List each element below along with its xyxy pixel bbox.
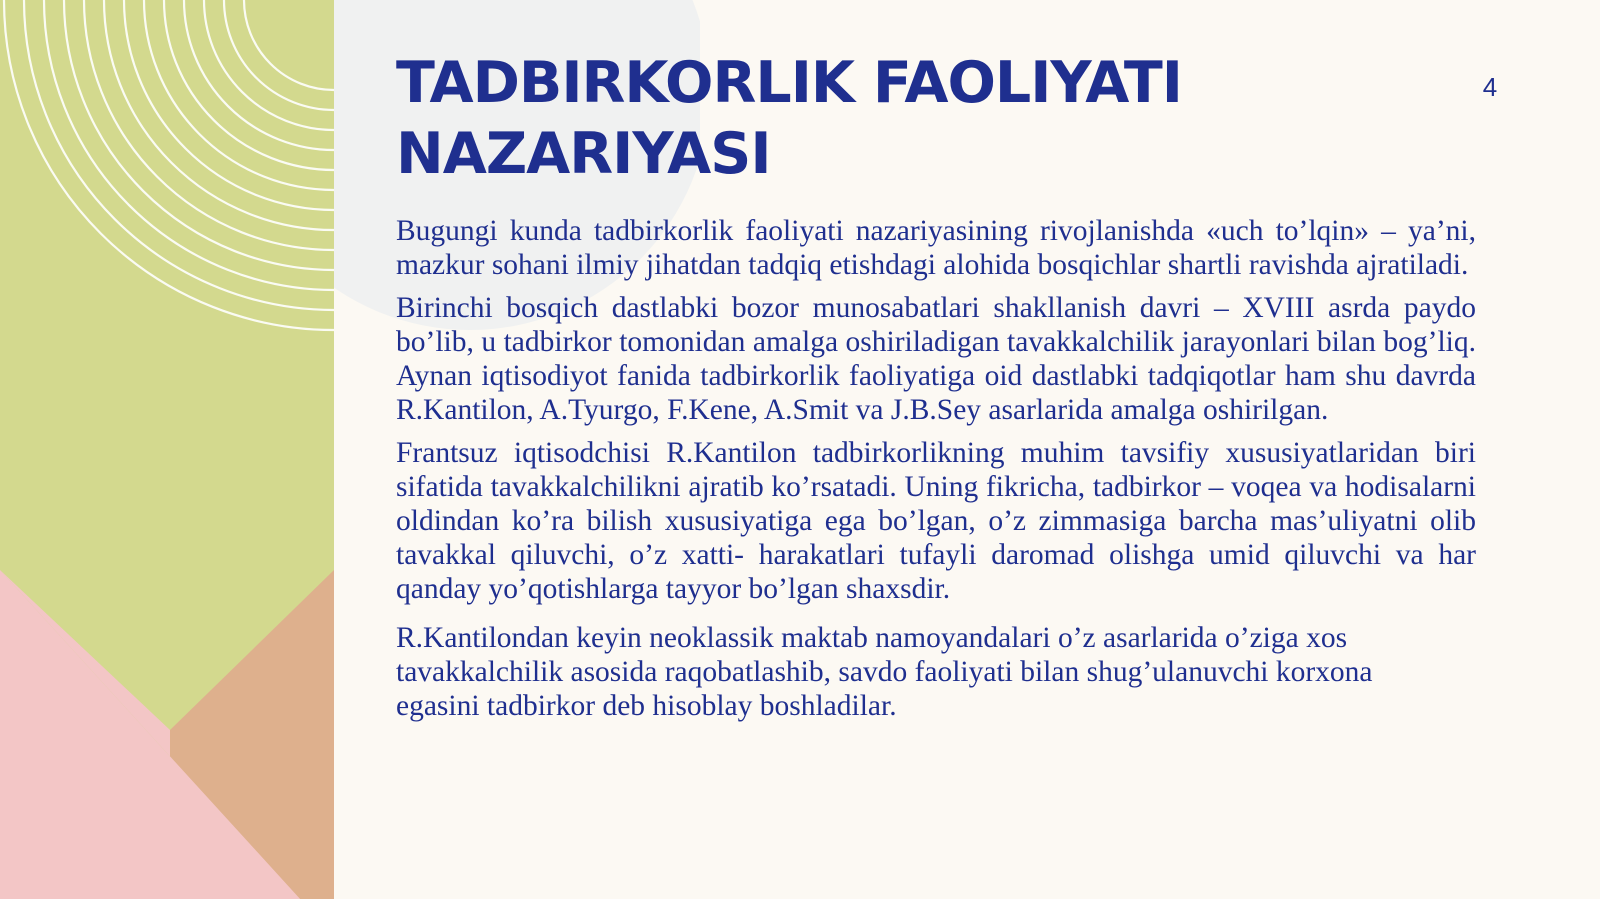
paragraph-2: Birinchi bosqich dastlabki bozor munosabatlari shakllanish davri – XVIII asrda paydo bo’lib, u tadbirkor tomonidan amalga oshiriladigan tavakkalchilik jarayonlari bilan bog’liq. Aynan iqtisodiyot fanida tadbirkorlik faoliyatiga oid dastlabki tadqiqotlar ham shu davrda R.Kantilon, A.Tyurgo, F.Kene, A.Smit va J.B.Sey asarlarida amalga oshirilgan.	[396, 292, 1476, 426]
paragraph-3: Frantsuz iqtisodchisi R.Kantilon tadbirkorlikning muhim tavsifiy xususiyatlaridan biri sifatida tavakkalchilikni ajratib ko’rsatadi. Uning fikricha, tadbirkor – voqea va hodisalarni oldindan ko’ra bilish xususiyatiga ega bo’lgan, o’z zimmasiga barcha mas’uliyatni olib tavakkal qiluvchi, o’z xatti- harakatlari tufayli daromad olishga umid qiluvchi va har qanday yo’qotishlarga tayyor bo’lgan shaxsdir.	[396, 437, 1476, 605]
slide-title: TADBIRKORLIK FAOLIYATI NAZARIYASI	[396, 50, 1183, 187]
slide-number: 4	[1482, 72, 1498, 102]
slide-body	[396, 214, 1476, 732]
decorative-side-panel	[0, 0, 334, 899]
paragraph-4: R.Kantilondan keyin neoklassik maktab namoyandalari o’z asarlarida o’ziga xos tavakkalchilik asosida raqobatlashib, savdo faoliyati bilan shug’ulanuvchi korxona egasini tadbirkor deb hisoblay boshladilar.	[396, 622, 1373, 722]
paragraph-1: Bugungi kunda tadbirkorlik faoliyati nazariyasining rivojlanishda «uch to’lqin» – ya’ni, mazkur sohani ilmiy jihatdan tadqiq etishdagi alohida bosqichlar shartli ravishda ajratiladi.	[396, 215, 1476, 281]
